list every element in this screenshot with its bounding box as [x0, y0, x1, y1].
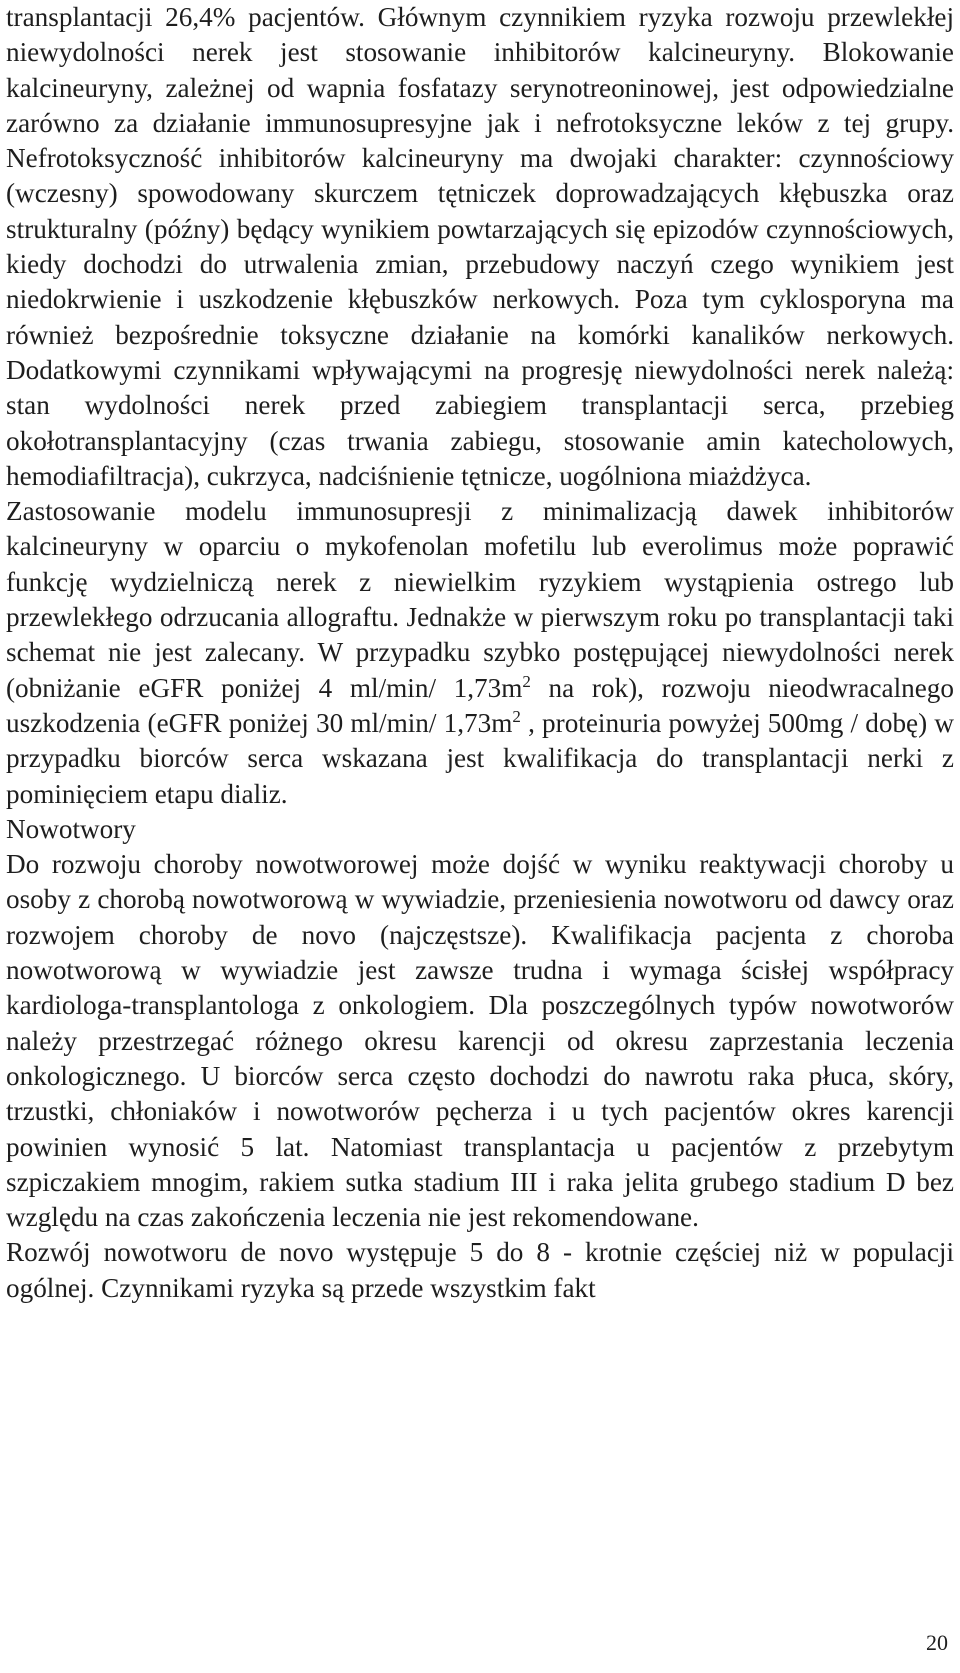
- section-heading: Nowotwory: [6, 813, 136, 844]
- paragraph-nephrotoxicity: transplantacji 26,4% pacjentów. Głównym czynnikiem ryzyka rozwoju przewlekłej niewydolności nerek jest stosowanie inhibitorów kalcineuryny. Blokowanie kalcineuryny, zależnej od wapnia fosfatazy serynotreoninowej, jest odpowiedzialne zarówno za działanie immunosupresyjne jak i nefrotoksyczne leków z tej grupy. Nefrotoksyczność inhibitorów kalcineuryny ma dwojaki charakter: czynnościowy (wczesny) spowodowany skurczem tętniczek doprowadzających kłębuszka oraz strukturalny (późny) będący wynikiem powtarzających się epizodów czynnościowych, kiedy dochodzi do utrwalenia zmian, przebudowy naczyń czego wynikiem jest niedokrwienie i uszkodzenie kłębuszków nerkowych. Poza tym cyklosporyna ma również bezpośrednie toksyczne działanie na komórki kanalików nerkowych. Dodatkowymi czynnikami wpływającymi na progresję niewydolności nerek należą: stan wydolności nerek przed zabiegiem transplantacji serca, przebieg okołotransplantacyjny (czas trwania zabiegu, stosowanie amin katecholowych, hemodiafiltracja), cukrzyca, nadciśnienie tętnicze, uogólniona miażdżyca.: [6, 2, 954, 491]
- paragraph-text-part: Zastosowanie modelu immunosupresji z minimalizacją dawek inhibitorów kalcineuryny w oparciu o mykofenolan mofetilu lub everolimus może poprawić funkcję wydzielniczą nerek z niewielkim ryzykiem wystąpienia ostrego lub przewlekłego odrzucania allograftu. Jednakże w pierwszym roku po transplantacji taki schemat nie jest zalecany. W przypadku szybko postępującej niewydolności nerek (obniżanie eGFR poniżej 4 ml/min/ 1,73m: [6, 496, 954, 703]
- paragraph-text-part: na rok), rozwoju nieodwracalnego uszkodzenia (eGFR poniżej 30 ml/min/ 1,73m: [6, 672, 954, 738]
- paragraph-text-part: , proteinuria powyżej 500mg / dobę) w przypadku biorców serca wskazana jest kwalifikacja do transplantacji nerki z pominięciem etapu dializ.: [6, 707, 954, 809]
- paragraph-immunosuppression: [6, 494, 954, 812]
- document-page: [6, 0, 954, 1306]
- superscript: 2: [512, 706, 521, 726]
- paragraph-de-novo-cancer: Rozwój nowotworu de novo występuje 5 do 8 - krotnie częściej niż w populacji ogólnej. Czynnikami ryzyka są przede wszystkim fakt: [6, 1237, 954, 1303]
- paragraph-cancer-qualification: Do rozwoju choroby nowotworowej może dojść w wyniku reaktywacji choroby u osoby z chorobą nowotworową w wywiadzie, przeniesienia nowotworu od dawcy oraz rozwojem choroby de novo (najczęstsze). Kwalifikacja pacjenta z choroba nowotworową w wywiadzie jest zawsze trudna i wymaga ścisłej współpracy kardiologa-transplantologa z onkologiem. Dla poszczególnych typów nowotworów należy przestrzegać różnego okresu karencji od okresu zaprzestania leczenia onkologicznego. U biorców serca często dochodzi do nawrotu raka płuca, skóry, trzustki, chłoniaków i nowotworów pęcherza i u tych pacjentów okres karencji powinien wynosić 5 lat. Natomiast transplantacja u pacjentów z przebytym szpiczakiem mnogim, rakiem sutka stadium III i raka jelita grubego stadium D bez względu na czas zakończenia leczenia nie jest rekomendowane.: [6, 849, 954, 1233]
- superscript: 2: [522, 671, 531, 691]
- page-number: 20: [926, 1630, 948, 1655]
